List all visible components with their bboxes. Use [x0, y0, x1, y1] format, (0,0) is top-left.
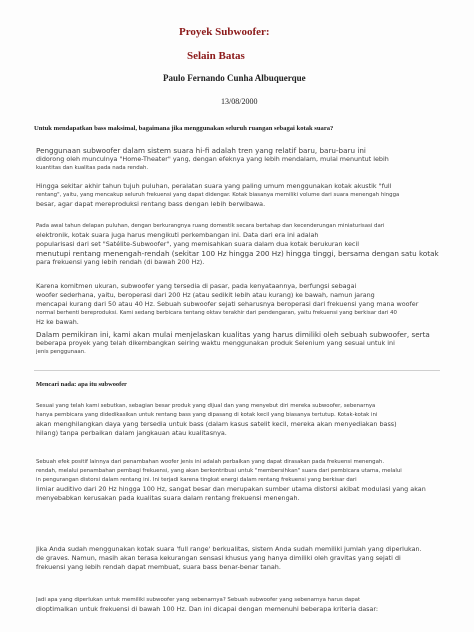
- author: Paulo Fernando Cunha Albuquerque: [163, 73, 306, 83]
- paragraph-9: [36, 596, 448, 614]
- title-line-1: Proyek Subwoofer:: [179, 26, 270, 38]
- paragraph-3: [36, 222, 448, 267]
- text-line: Jadi apa yang diperlukan untuk memiliki subwoofer yang sebenarnya? Sebuah subwoofer yang sebenarnya harus dapat: [36, 597, 361, 603]
- text-line: hanya pembicara yang didedikasikan untuk rentang bass yang dipasang di kotak kecil yang biasanya tertutup. Kotak-kotak ini: [36, 412, 378, 418]
- date: 13/08/2000: [221, 97, 258, 106]
- text-line: Penggunaan subwoofer dalam sistem suara hi-fi adalah tren yang relatif baru, baru-baru ini: [36, 146, 366, 155]
- text-line: frekuensi yang lebih rendah dapat membuat, suara bass benar-benar tanah.: [36, 563, 281, 571]
- text-line: Karena komitmen ukuran, subwoofer yang tersedia di pasar, pada kenyataannya, berfungsi sebagai: [36, 282, 357, 290]
- text-line: jenis penggunaan.: [36, 349, 86, 355]
- text-line: rendah, melalui penambahan pembagi frekuensi, yang akan berkontribusi untuk "membersihkan" suara dari pembicara utama, melalui: [36, 468, 402, 474]
- text-line: Sebuah efek positif lainnya dari penambahan woofer jenis ini adalah perbaikan yang dapat dirasakan pada frekuensi menengah.: [36, 459, 385, 465]
- text-line: besar, agar dapat mereproduksi rentang bass dengan lebih berwibawa.: [36, 200, 266, 208]
- text-line: Hz ke bawah.: [36, 318, 79, 326]
- text-line: Hingga sekitar akhir tahun tujuh puluhan, peralatan suara yang paling umum menggunakan kotak akustik "full: [36, 182, 392, 190]
- text-line: kuantitas dan kualitas pada nada rendah.: [36, 165, 149, 171]
- text-line: dioptimalkan untuk frekuensi di bawah 100 Hz. Dan ini dicapai dengan memenuhi beberapa kriteria dasar:: [36, 605, 379, 613]
- text-line: Pada awal tahun delapan puluhan, dengan berkurangnya ruang domestik secara bertahap dan kecenderungan miniaturisasi dari: [36, 223, 385, 229]
- paragraph-1: [36, 146, 448, 173]
- text-line: woofer sederhana, yaitu, beroperasi dari 200 Hz (atau sedikit lebih atau kurang) ke bawah, namun jarang: [36, 291, 375, 299]
- text-line: akan menghilangkan daya yang tersedia untuk bass (dalam kasus satelit kecil, mereka akan menyediakan bass): [36, 420, 397, 428]
- text-line: normal berhenti bereproduksi. Kami sedang berbicara tentang oktav terakhir dari pendengaran, yaitu frekuensi yang berkisar dari 40: [36, 310, 397, 316]
- section-divider: [34, 370, 440, 371]
- text-line: Dalam pemikiran ini, kami akan mulai menjelaskan kualitas yang harus dimiliki oleh sebuah subwoofer, serta: [36, 330, 430, 339]
- text-line: mencapai kurang dari 50 atau 40 Hz. Sebuah subwoofer sejati seharusnya beroperasi dari frekuensi yang mana woofer: [36, 300, 419, 308]
- text-line: beberapa proyek yang telah dikembangkan seiring waktu menggunakan produk Selenium yang sesuai untuk ini: [36, 339, 395, 347]
- text-line: para frekuensi yang lebih rendah (di bawah 200 Hz).: [36, 258, 205, 266]
- paragraph-8: [36, 545, 448, 572]
- text-line: didorong oleh munculnya "Home-Theater" yang, dengan efeknya yang lebih mendalam, mulai menuntut lebih: [36, 155, 389, 163]
- paragraph-6: [36, 402, 448, 438]
- text-line: elektronik, kotak suara juga harus mengikuti perkembangan ini. Data dari era ini adalah: [36, 231, 319, 239]
- title-line-2: Selain Batas: [187, 50, 245, 62]
- text-line: limiar auditivo dari 20 Hz hingga 100 Hz, sangat besar dan merupakan sumber utama distorsi akibat modulasi yang akan: [36, 485, 426, 493]
- lead-question: Untuk mendapatkan bass maksimal, bagaimana jika menggunakan seluruh ruangan sebagai kotak suara?: [34, 125, 334, 132]
- text-line: Jika Anda sudah menggunakan kotak suara 'full range' berkualitas, sistem Anda sudah memiliki jumlah yang diperlukan.: [36, 545, 422, 553]
- paragraph-2: [36, 182, 448, 209]
- paragraph-4: [36, 282, 448, 327]
- text-line: menutupi rentang menengah-rendah (sekitar 100 Hz hingga 200 Hz) hingga tinggi, bersama dengan satu kotak: [36, 249, 439, 258]
- text-line: de graves. Namun, masih akan terasa kekurangan sensasi khusus yang hanya dimiliki oleh gravitas yang sejati di: [36, 554, 401, 562]
- text-line: hilang) tanpa perbaikan dalam jangkauan atau kualitasnya.: [36, 429, 227, 437]
- text-line: menyebabkan kerusakan pada kualitas suara dalam rentang frekuensi menengah.: [36, 494, 300, 502]
- text-line: Sesuai yang telah kami sebutkan, sebagian besar produk yang dijual dan yang menyebut diri mereka subwoofer, sebenarnya: [36, 403, 376, 409]
- text-line: in pengurangan distorsi dalam rentang ini. Ini terjadi karena tingkat energi dalam rentang frekuensi yang berkisar dari: [36, 477, 357, 483]
- text-line: rentang", yaitu, yang mencakup seluruh frekuensi yang dapat didengar. Kotak biasanya memiliki volume dari suara menengah hingga: [36, 192, 400, 198]
- text-line: popularisasi dari set "Satélite-Subwoofer", yang memisahkan suara dalam dua kotak berukuran kecil: [36, 240, 359, 248]
- paragraph-7: [36, 458, 448, 503]
- section-heading: Mencari nada: apa itu subwoofer: [36, 381, 127, 388]
- paragraph-5: [36, 330, 448, 357]
